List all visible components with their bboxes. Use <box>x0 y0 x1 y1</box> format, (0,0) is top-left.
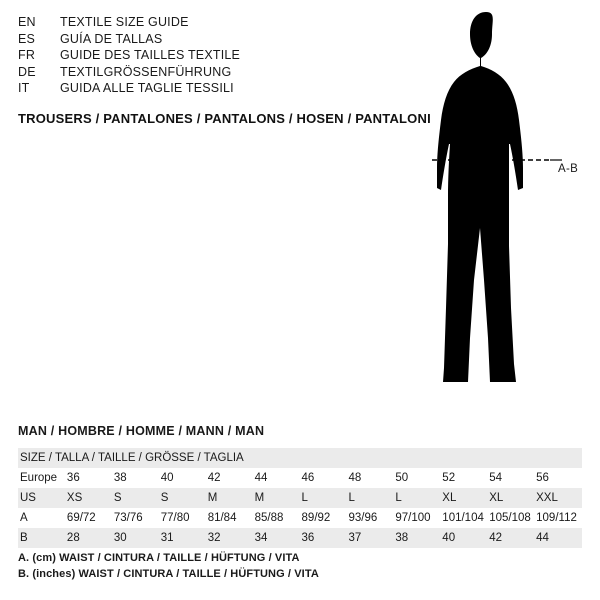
table-cell: 34 <box>254 532 268 544</box>
table-cell: 44 <box>254 472 268 484</box>
table-cell: 46 <box>301 472 315 484</box>
table-row <box>18 448 582 468</box>
table-cell: 44 <box>536 532 549 544</box>
table-cell: 48 <box>348 472 362 484</box>
size-table <box>18 448 582 548</box>
language-row <box>18 82 240 99</box>
table-cell: 36 <box>66 472 80 484</box>
table-cell: 38 <box>113 472 127 484</box>
table-row <box>18 508 582 528</box>
language-label: TEXTILGRÖSSENFÜHRUNG <box>60 64 232 79</box>
language-row <box>18 33 240 50</box>
garment-title: TROUSERS / PANTALONES / PANTALONS / HOSEN / PANTALONI <box>18 110 431 126</box>
table-cell: L <box>348 492 355 504</box>
row-header: Europe <box>20 472 58 484</box>
table-cell: S <box>160 492 169 504</box>
table-cell: 101/104 <box>442 512 484 524</box>
size-table-wrap <box>18 448 582 548</box>
row-header: B <box>20 532 28 544</box>
table-cell: 36 <box>301 532 315 544</box>
table-cell: 38 <box>395 532 409 544</box>
language-row <box>18 66 240 83</box>
table-cell: 42 <box>207 472 221 484</box>
silhouette-svg <box>410 8 590 408</box>
language-header-table <box>18 16 240 99</box>
table-cell: XL <box>442 492 457 504</box>
table-cell: 40 <box>442 532 456 544</box>
language-code: FR <box>18 48 36 62</box>
table-cell: 85/88 <box>254 512 284 524</box>
row-header: A <box>20 512 28 524</box>
table-cell: 69/72 <box>66 512 96 524</box>
table-cell: M <box>207 492 218 504</box>
table-cell: 93/96 <box>348 512 378 524</box>
table-cell: 97/100 <box>395 512 431 524</box>
measure-label-ab: A-B <box>558 163 579 175</box>
table-cell: 73/76 <box>113 512 143 524</box>
row-header: SIZE / TALLA / TAILLE / GRÖSSE / TAGLIA <box>20 452 244 464</box>
table-cell: 31 <box>160 532 174 544</box>
table-cell: 42 <box>489 532 503 544</box>
language-code: IT <box>18 81 30 95</box>
table-cell: 32 <box>207 532 221 544</box>
table-cell: 77/80 <box>160 512 190 524</box>
table-cell: 56 <box>536 472 549 484</box>
table-cell: L <box>395 492 402 504</box>
table-cell: 105/108 <box>489 512 531 524</box>
table-cell: S <box>113 492 122 504</box>
table-row <box>18 488 582 508</box>
table-cell: 52 <box>442 472 456 484</box>
figure-male-silhouette <box>410 8 590 408</box>
footnotes <box>18 551 319 583</box>
language-code: EN <box>18 15 36 29</box>
table-cell: 37 <box>348 532 362 544</box>
table-cell: 50 <box>395 472 409 484</box>
table-cell: 81/84 <box>207 512 237 524</box>
table-cell: XXL <box>536 492 558 504</box>
table-cell: L <box>301 492 308 504</box>
language-label: GUÍA DE TALLAS <box>60 31 163 46</box>
language-code: ES <box>18 31 36 46</box>
table-cell: 109/112 <box>536 512 577 524</box>
size-table-title: MAN / HOMBRE / HOMME / MANN / MAN <box>18 424 265 438</box>
table-row <box>18 528 582 548</box>
table-cell: 28 <box>66 532 80 544</box>
table-cell: 30 <box>113 532 127 544</box>
language-label: TEXTILE SIZE GUIDE <box>60 15 189 29</box>
table-cell: XL <box>489 492 504 504</box>
row-header: US <box>20 492 36 504</box>
table-cell: 89/92 <box>301 512 331 524</box>
language-row <box>18 16 240 33</box>
table-cell: 40 <box>160 472 174 484</box>
language-label: GUIDA ALLE TAGLIE TESSILI <box>60 81 234 95</box>
language-code: DE <box>18 64 36 79</box>
table-cell: 54 <box>489 472 503 484</box>
footnote-a: A. (cm) WAIST / CINTURA / TAILLE / HÜFTUNG / VITA <box>18 552 300 564</box>
table-row <box>18 468 582 488</box>
language-row <box>18 49 240 66</box>
language-label: GUIDE DES TAILLES TEXTILE <box>60 48 241 62</box>
table-cell: XS <box>66 492 83 504</box>
table-cell: M <box>254 492 265 504</box>
footnote-b: B. (inches) WAIST / CINTURA / TAILLE / HÜFTUNG / VITA <box>18 567 319 580</box>
